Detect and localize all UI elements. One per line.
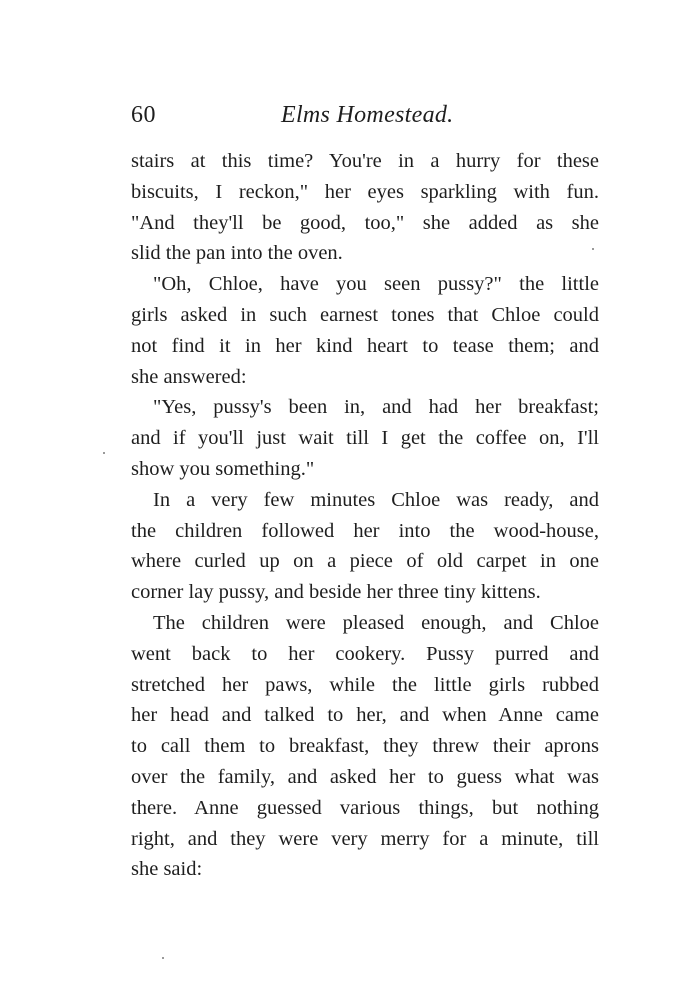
paragraph-continuation xyxy=(131,146,599,269)
text-line: corner lay pussy, and beside her three tiny kittens. xyxy=(131,581,541,604)
text-line: slid the pan into the oven. xyxy=(131,242,343,265)
text-line: "And they'll be good, too," she added as she xyxy=(131,211,599,234)
paragraph xyxy=(131,392,599,484)
running-head xyxy=(131,100,599,134)
text-line: biscuits, I reckon," her eyes sparkling with fun. xyxy=(131,180,599,203)
text-line: right, and they were very merry for a minute, till xyxy=(131,827,599,850)
text-line: she said: xyxy=(131,858,203,881)
ink-speck xyxy=(592,248,594,250)
ink-speck xyxy=(162,957,164,959)
text-line: not find it in her kind heart to tease them; and xyxy=(131,334,599,357)
text-line: the children followed her into the wood-house, xyxy=(131,519,599,542)
ink-speck xyxy=(103,452,105,454)
text-line: her head and talked to her, and when Anne came xyxy=(131,704,599,727)
text-line: girls asked in such earnest tones that Chloe could xyxy=(131,303,599,326)
text-line: to call them to breakfast, they threw their aprons xyxy=(131,735,599,758)
text-line: where curled up on a piece of old carpet in one xyxy=(131,550,599,573)
paragraph xyxy=(131,608,599,885)
body-text xyxy=(131,146,599,885)
text-line: over the family, and asked her to guess what was xyxy=(131,765,599,788)
text-line: "Yes, pussy's been in, and had her breakfast; xyxy=(153,396,599,419)
text-line: stretched her paws, while the little girls rubbed xyxy=(131,673,599,696)
text-line: stairs at this time? You're in a hurry for these xyxy=(131,150,599,172)
text-line: In a very few minutes Chloe was ready, and xyxy=(153,488,599,511)
text-line: went back to her cookery. Pussy purred and xyxy=(131,642,599,665)
page-number: 60 xyxy=(131,102,156,128)
running-title: Elms Homestead. xyxy=(281,102,454,128)
paragraph xyxy=(131,485,599,608)
text-line: The children were pleased enough, and Chloe xyxy=(153,611,599,634)
text-line: she answered: xyxy=(131,365,247,388)
text-line: there. Anne guessed various things, but nothing xyxy=(131,796,599,819)
text-line: show you something." xyxy=(131,457,315,480)
text-line: "Oh, Chloe, have you seen pussy?" the little xyxy=(153,273,599,296)
paragraph xyxy=(131,269,599,392)
text-line: and if you'll just wait till I get the coffee on, I'll xyxy=(131,427,599,450)
